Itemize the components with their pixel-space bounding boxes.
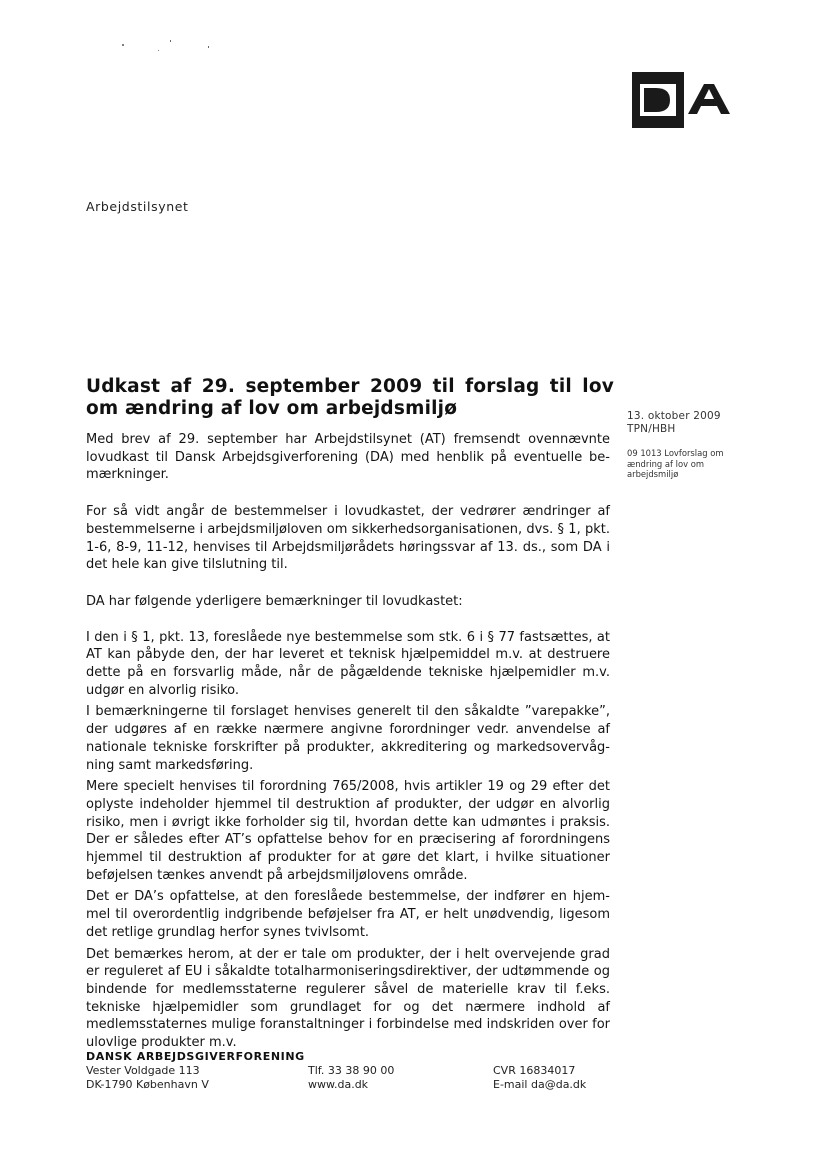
paragraph-further-remarks: DA har følgende yderligere bemærkninger til lovudkastet:: [86, 593, 463, 609]
footer-cvr: CVR 16834017: [493, 1064, 576, 1077]
paragraph-goods-package: I bemærkningerne til forslaget henvises generelt til den såkaldte ”varepakke”, der udgøres af en række nærmere angivne forordninger vedr. anvendelse af nationale tekniske forskrifter på produkter, akkreditering og markedsovervågning samt markedsføring.: [86, 704, 610, 773]
da-logo: [630, 70, 745, 130]
letter-footer: [86, 1050, 746, 1094]
letter-body: [86, 431, 610, 1052]
footer-address-line2: DK-1790 København V: [86, 1078, 209, 1091]
footer-address-line1: Vester Voldgade 113: [86, 1064, 200, 1077]
letter-title: Udkast af 29. september 2009 til forslag til lov om ændring af lov om arbejdsmiljø: [86, 376, 614, 419]
letter-reference: 09 1013 Lovforslag om ændring af lov om arbejdsmiljø: [627, 448, 724, 479]
logo-letter-d: [644, 88, 670, 112]
paragraph-da-opinion: Det er DA’s opfattelse, at den foreslåede bestemmelse, der indfører en hjemmel til overordentlig indgribende beføjelser fra AT, er helt unødvendig, ligesom det retlige grundlag herfor synes tvivlsomt.: [86, 889, 610, 940]
paragraph-destruction-order: I den i § 1, pkt. 13, foreslåede nye bestemmelse som stk. 6 i § 77 fastsættes, at AT kan påbyde den, der har leveret et teknisk hjælpemiddel m.v. at destruere dette på en forsvarlig måde, når de pågældende tekniske hjælpemidler m.v. udgør en alvorlig risiko.: [86, 629, 610, 698]
logo-letter-a: [688, 84, 730, 114]
sidebar-meta: [627, 410, 752, 480]
footer-phone: Tlf. 33 38 90 00: [308, 1064, 395, 1077]
paragraph-intro: Med brev af 29. september har Arbejdstilsynet (AT) fremsendt ovennævnte lovudkast til Dansk Arbejdsgiverforening (DA) med henblik på eventuelle bemærkninger.: [86, 432, 610, 483]
paragraph-eu-directives: Det bemærkes herom, at der er tale om produkter, der i helt overvejende grad er reguleret af EU i såkaldte totalharmoniseringsdirektiver, der udtømmende og bindende for medlemsstaterne regulerer såvel de materielle krav til f.eks. tekniske hjælpemidler som grundlaget for og det nærmere indhold af medlemsstaternes mulige foranstaltninger i forbindelse med indskriden over for ulovlige produkter m.v.: [86, 946, 610, 1051]
letter-date: 13. oktober 2009: [627, 410, 721, 422]
recipient: Arbejdstilsynet: [86, 199, 189, 214]
footer-web: www.da.dk: [308, 1078, 369, 1091]
footer-email: E-mail da@da.dk: [493, 1078, 587, 1091]
scan-specks: [118, 36, 218, 56]
paragraph-regulation: Mere specielt henvises til forordning 765/2008, hvis artikler 19 og 29 efter det oplyste indeholder hjemmel til destruktion af produkter, der udgør en alvorlig risiko, men i øvrigt ikke forholder sig til, hvordan dette kan udmøntes i praksis. Der er således efter AT’s opfattelse behov for en præcisering af forordningens hjemmel til destruktion af produkter for at gøre det klart, i hvilke situationer beføjelsen tænkes anvendt på arbejdsmiljølovens område.: [86, 779, 610, 883]
paragraph-safety-org: For så vidt angår de bestemmelser i lovudkastet, der vedrører ændringer af bestemmelserne i arbejdsmiljøloven om sikkerhedsorganisationen, dvs. § 1, pkt. 1-6, 8-9, 11-12, henvises til Arbejdsmiljørådets høringssvar af 13. ds., som DA i det hele kan give tilslutning til.: [86, 504, 610, 573]
letter-initials: TPN/HBH: [627, 422, 676, 435]
footer-org-name: DANSK ARBEJDSGIVERFORENING: [86, 1050, 305, 1063]
